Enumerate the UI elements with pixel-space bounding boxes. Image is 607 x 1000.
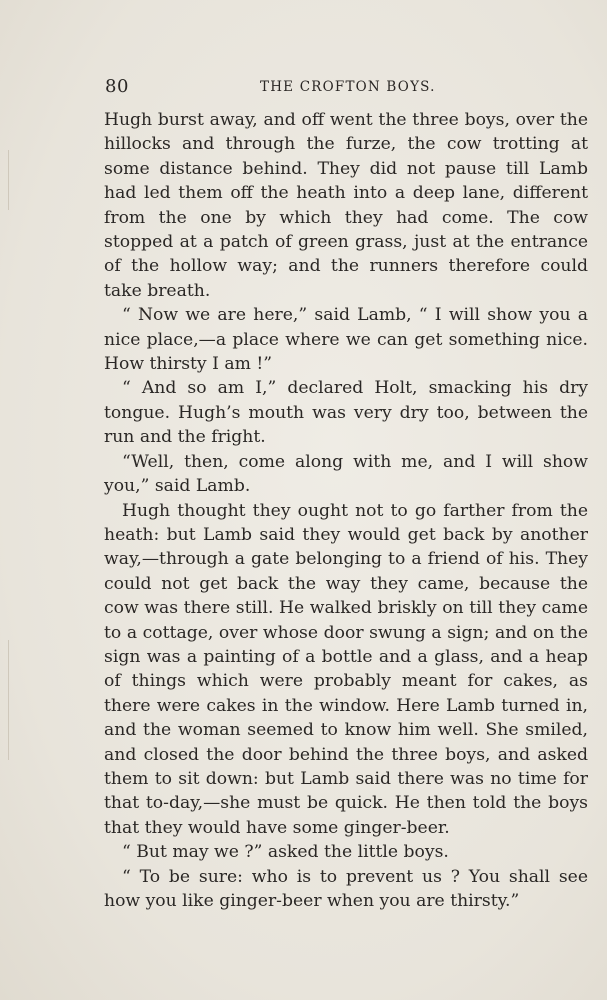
paragraph: Hugh thought they ought not to go farther from the heath: but Lamb said they would get back by another way,—through a gate belonging to a friend of his. They could not get back the way they came, because the cow was there still. He walked briskly on till they came to a cottage, over whose door swung a sign; and on the sign was a painting of a bottle and a glass, and a heap of things which were probably meant for cakes, as there were cakes in the window. Here Lamb turned in, and the woman seemed to know him well. She smiled, and closed the door behind the three boys, and asked them to sit down: but Lamb said there was no time for that to-day,—she must be quick. He then told the boys that they would have some ginger-beer. (104, 500, 588, 838)
paragraph: “ Now we are here,” said Lamb, “ I will show you a nice place,—a place where we can get something nice. How thirsty I am !” (104, 305, 588, 375)
paragraph: “ To be sure: who is to prevent us ? You shall see how you like ginger-beer when you are thirsty.” (104, 866, 588, 911)
left-margin-line-lower (8, 640, 9, 760)
paragraph: “Well, then, come along with me, and I will show you,” said Lamb. (104, 451, 588, 497)
paragraph: “ And so am I,” declared Holt, smacking his dry tongue. Hugh’s mouth was very dry too, between the run and the fright. (104, 378, 588, 448)
page-header (105, 76, 585, 100)
running-title: THE CROFTON BOYS. (260, 79, 436, 95)
paragraph: Hugh burst away, and off went the three boys, over the hillocks and through the furze, the cow trotting at some distance behind. They did not pause till Lamb had led them off the heath into a deep lane, different from the one by which they had come. The cow stopped at a patch of green grass, just at the entrance of the hollow way; and the runners therefore could take breath. (104, 110, 588, 301)
body-text (104, 108, 588, 913)
paragraph: “ But may we ?” asked the little boys. (122, 842, 449, 863)
left-margin-line (8, 150, 9, 210)
page-number: 80 (105, 76, 129, 97)
